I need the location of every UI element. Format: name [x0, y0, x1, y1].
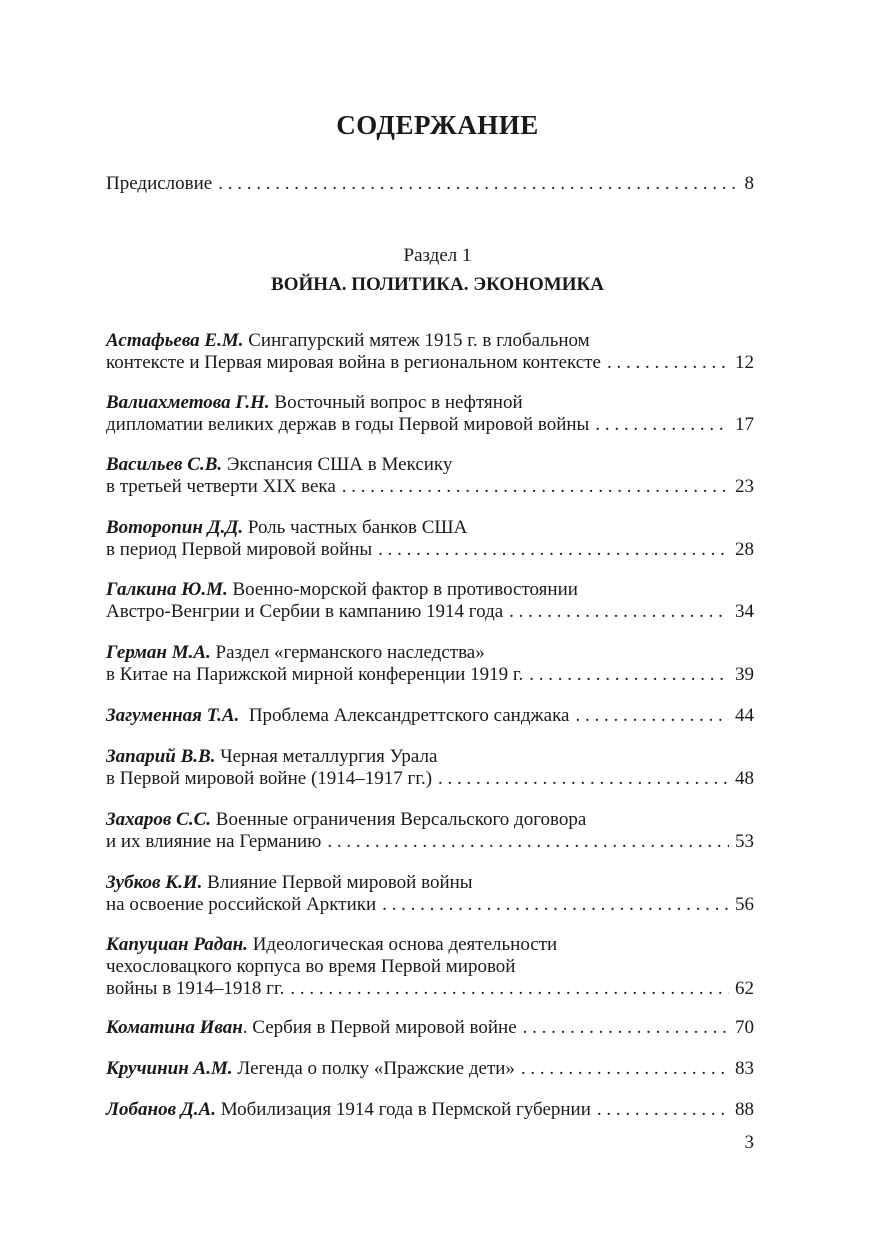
entry-author: Запарий В.В. [106, 746, 216, 767]
toc-entry[interactable] [106, 579, 754, 623]
entry-author: Зубков К.И. [106, 872, 203, 893]
entry-title-cont: в третьей четверти XIX века [106, 476, 336, 497]
entry-title: Проблема Александреттского санджака [248, 705, 570, 726]
preface-page: 8 [744, 173, 754, 194]
toc-entry[interactable] [106, 1058, 754, 1080]
dot-leader [607, 352, 729, 374]
entry-author: Васильев С.В. [106, 454, 223, 475]
entry-author: Воторопин Д.Д. [106, 517, 244, 538]
entry-page: 28 [735, 539, 754, 560]
toc-entry[interactable] [106, 1099, 754, 1121]
entry-title-cont: в Первой мировой войне (1914–1917 гг.) [106, 768, 433, 789]
entry-author-dot: . [242, 1017, 248, 1038]
toc-entry[interactable] [106, 1017, 754, 1039]
entry-title: Легенда о полку «Пражские дети» [237, 1058, 515, 1079]
entry-title-cont: в период Первой мировой войны [106, 539, 373, 560]
toc-entry[interactable] [106, 454, 754, 498]
entry-title-cont: войны в 1914–1918 гг. [106, 978, 285, 999]
page-title: СОДЕРЖАНИЕ [336, 110, 539, 140]
entry-title-cont: чехословацкого корпуса во время Первой мировой [106, 956, 516, 977]
entry-title-cont: и их влияние на Германию [106, 831, 322, 852]
dot-leader [521, 1058, 729, 1080]
section-label: Раздел 1 [403, 245, 472, 266]
dot-leader [597, 1099, 729, 1121]
entry-title: Восточный вопрос в нефтяной [274, 392, 523, 413]
entry-title-cont: на освоение российской Арктики [106, 894, 377, 915]
toc-entry[interactable] [106, 392, 754, 436]
toc-entry-preface[interactable] [106, 173, 754, 195]
entry-page: 83 [735, 1058, 754, 1079]
entry-title: Влияние Первой мировой войны [207, 872, 473, 893]
entry-title: Роль частных банков США [247, 517, 468, 538]
dot-leader [523, 1017, 729, 1039]
dot-leader [290, 978, 729, 1000]
entry-author: Кручинин А.М. [106, 1058, 233, 1079]
dot-leader [509, 601, 729, 623]
entry-title: Мобилизация 1914 года в Пермской губернии [220, 1099, 591, 1120]
entry-author: Лобанов Д.А. [106, 1099, 216, 1120]
entry-author: Коматина Иван [106, 1017, 243, 1038]
dot-leader [327, 831, 729, 853]
entry-title: Сингапурский мятеж 1915 г. в глобальном [248, 330, 590, 351]
entry-page: 34 [735, 601, 754, 622]
entry-author: Капуциан Радан. [106, 934, 248, 955]
entry-title: Черная металлургия Урала [220, 746, 438, 767]
entry-page: 88 [735, 1099, 754, 1120]
entry-page: 56 [735, 894, 754, 915]
toc-entry[interactable] [106, 746, 754, 790]
entry-title: Военно-морской фактор в противостоянии [232, 579, 578, 600]
dot-leader [595, 414, 729, 436]
page-number: 3 [744, 1132, 754, 1153]
entry-page: 62 [735, 978, 754, 999]
entry-author: Загуменная Т.А. [106, 705, 240, 726]
entry-title: Сербия в Первой мировой войне [252, 1017, 517, 1038]
entry-author: Валиахметова Г.Н. [106, 392, 270, 413]
entry-page: 12 [735, 352, 754, 373]
toc-entry[interactable] [106, 517, 754, 561]
toc-entry[interactable] [106, 642, 754, 686]
entry-page: 39 [735, 664, 754, 685]
entry-title: Экспансия США в Мексику [226, 454, 453, 475]
entry-title-cont: Австро-Венгрии и Сербии в кампанию 1914 года [106, 601, 504, 622]
dot-leader [342, 476, 729, 498]
entry-title: Идеологическая основа деятельности [252, 934, 558, 955]
preface-label: Предисловие [106, 173, 213, 194]
toc-entry[interactable] [106, 934, 754, 1000]
entry-author: Захаров С.С. [106, 809, 212, 830]
entry-title: Раздел «германского наследства» [215, 642, 485, 663]
entry-title-cont: в Китае на Парижской мирной конференции 1919 г. [106, 664, 524, 685]
dot-leader [529, 664, 729, 686]
entry-author: Герман М.А. [106, 642, 211, 663]
dot-leader [575, 705, 729, 727]
entry-author: Галкина Ю.М. [106, 579, 228, 600]
dot-leader [218, 173, 738, 195]
dot-leader [438, 768, 729, 790]
entry-page: 44 [735, 705, 754, 726]
toc-entry[interactable] [106, 330, 754, 374]
entry-page: 70 [735, 1017, 754, 1038]
toc-entry[interactable] [106, 809, 754, 853]
entry-title: Военные ограничения Версальского договора [215, 809, 587, 830]
entry-title-cont: контексте и Первая мировая война в региональном контексте [106, 352, 601, 373]
dot-leader [378, 539, 729, 561]
entry-author: Астафьева Е.М. [106, 330, 244, 351]
dot-leader [382, 894, 729, 916]
section-title: ВОЙНА. ПОЛИТИКА. ЭКОНОМИКА [271, 274, 604, 295]
entry-page: 48 [735, 768, 754, 789]
toc-entry[interactable] [106, 872, 754, 916]
entry-page: 17 [735, 414, 754, 435]
entry-page: 53 [735, 831, 754, 852]
toc-entry[interactable] [106, 705, 754, 727]
entry-page: 23 [735, 476, 754, 497]
entry-title-cont: дипломатии великих держав в годы Первой мировой войны [106, 414, 590, 435]
